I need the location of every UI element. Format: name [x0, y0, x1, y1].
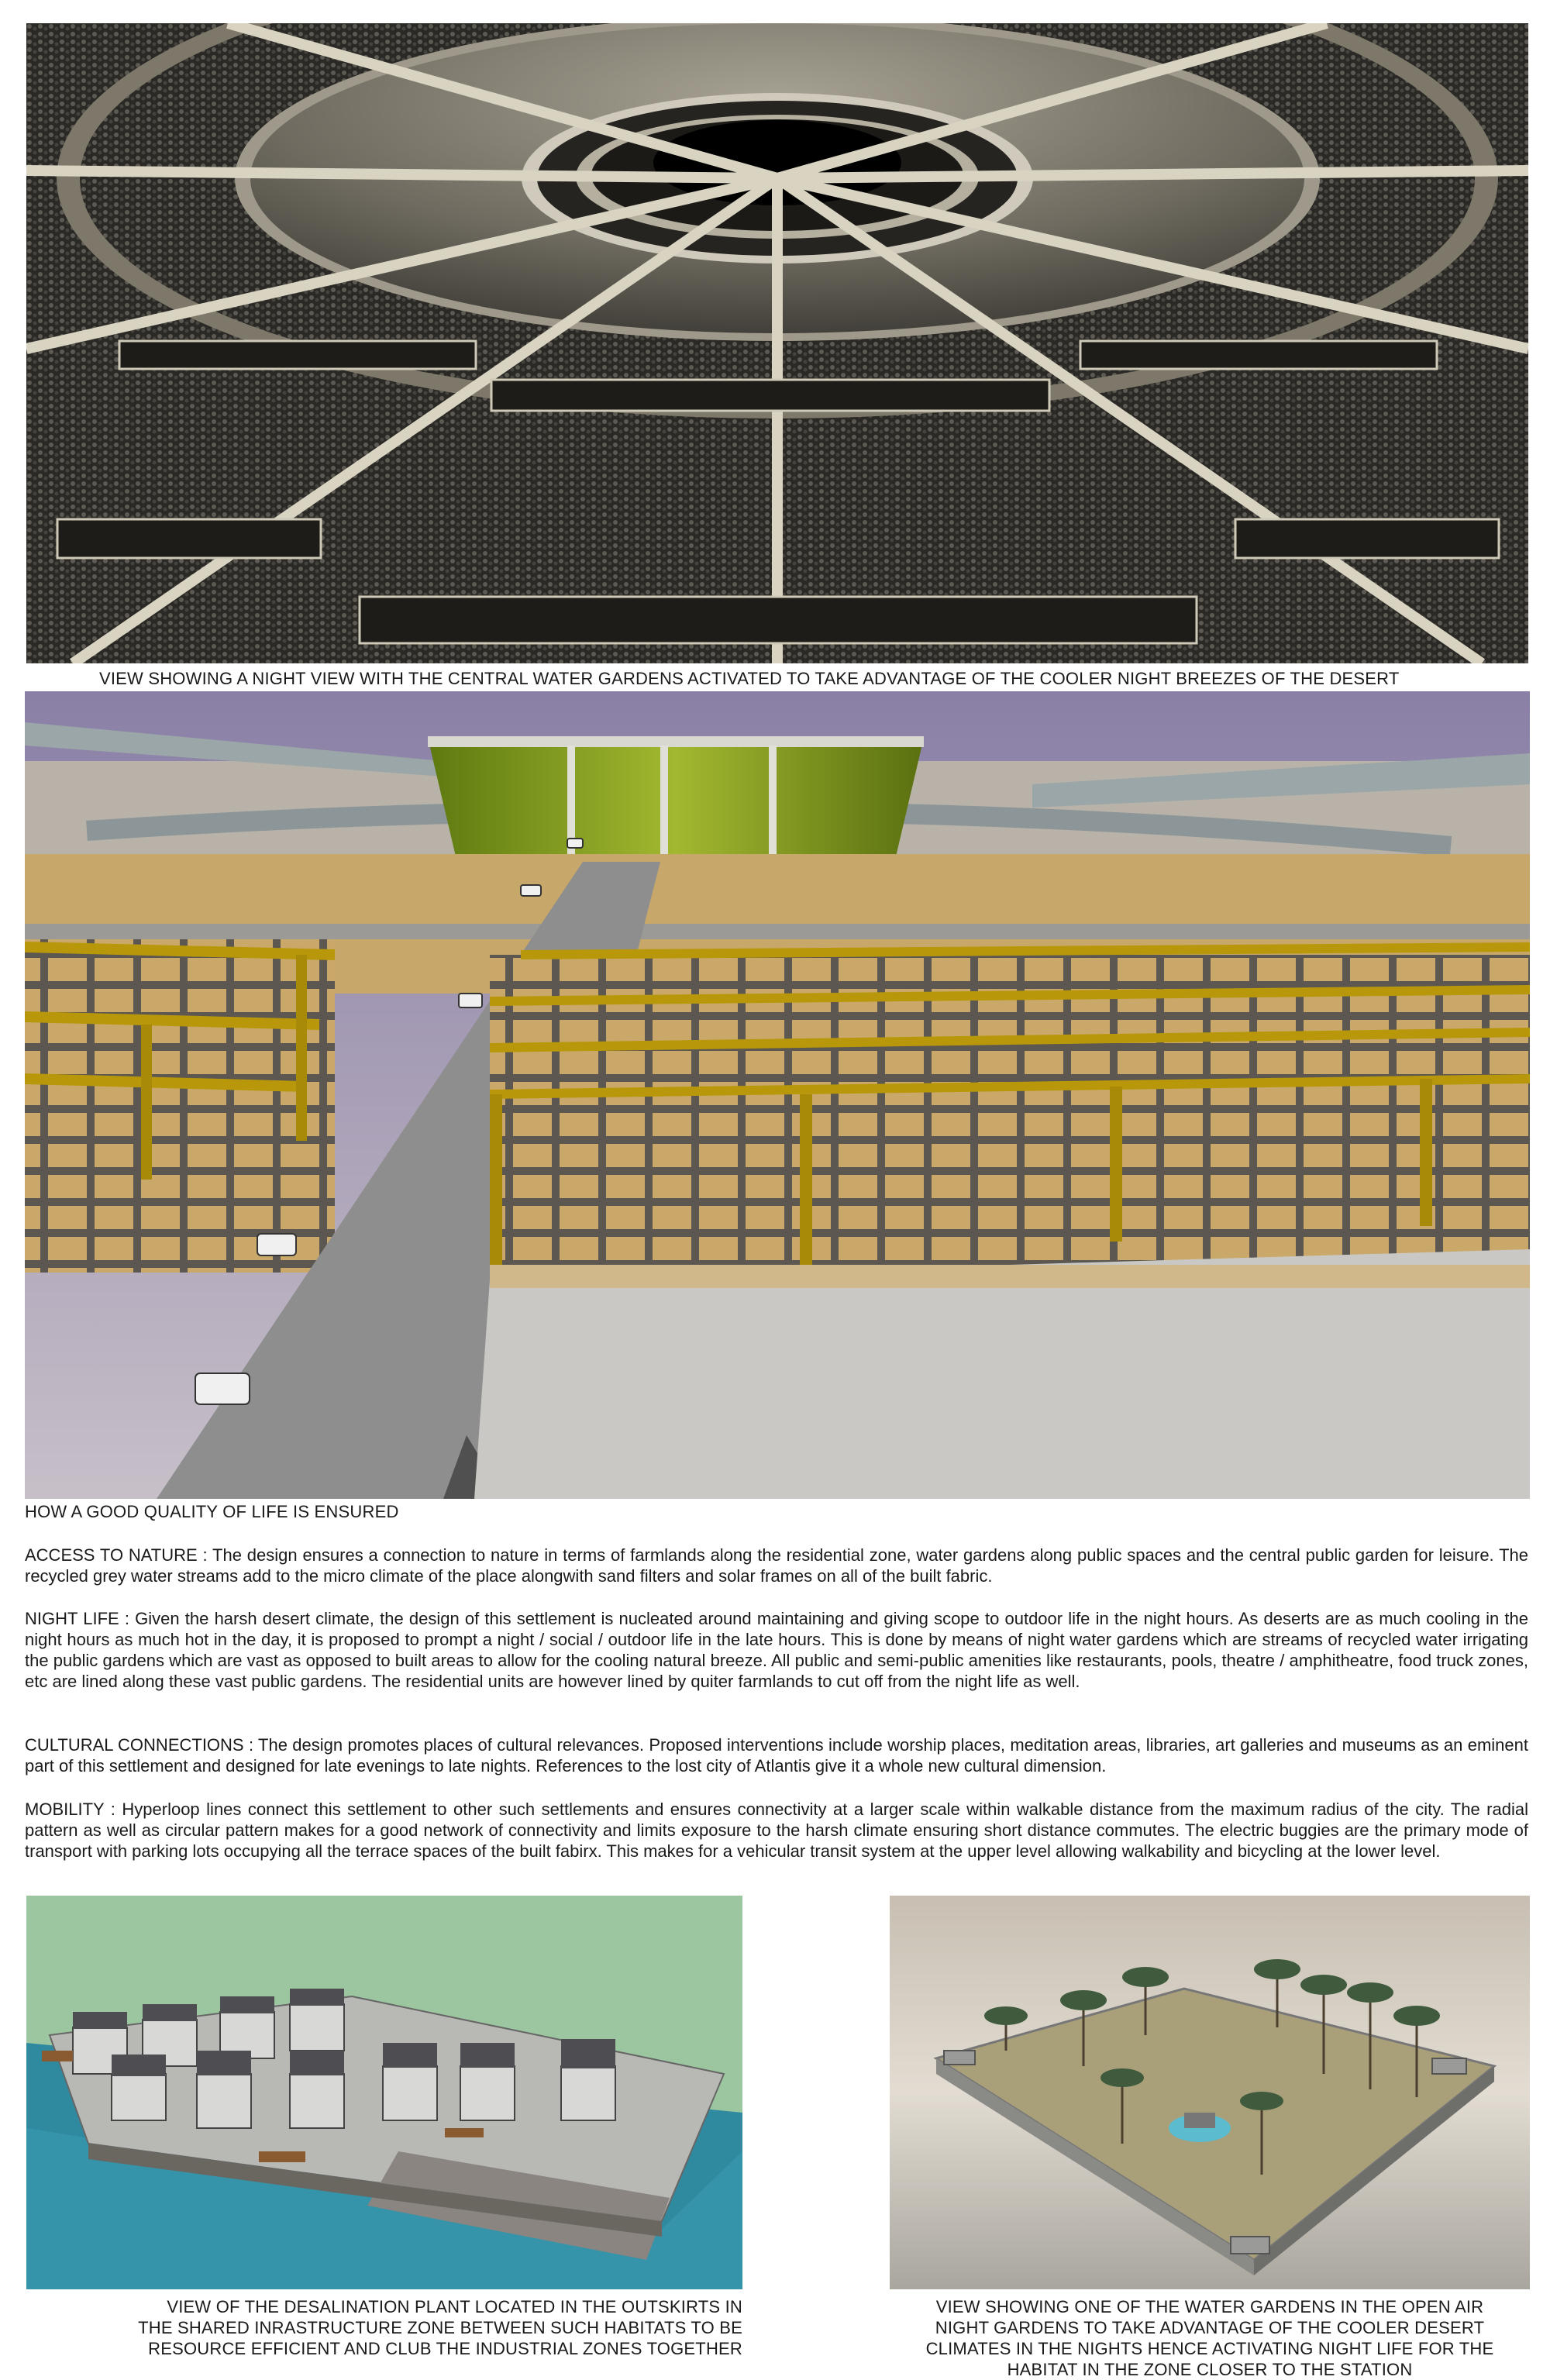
top-render-caption: VIEW SHOWING A NIGHT VIEW WITH THE CENTRAL WATER GARDENS ACTIVATED TO TAKE ADVANTAGE OF THE COOLER NIGHT BREEZES OF THE DESERT	[99, 669, 1400, 688]
water-garden-caption-line-3: CLIMATES IN THE NIGHTS HENCE ACTIVATING NIGHT LIFE FOR THE	[925, 2339, 1494, 2358]
section-heading: HOW A GOOD QUALITY OF LIFE IS ENSURED	[25, 1502, 399, 1521]
desalination-caption-line-3: RESOURCE EFFICIENT AND CLUB THE INDUSTRIAL ZONES TOGETHER	[148, 2339, 742, 2358]
desalination-plant-render	[26, 1896, 742, 2289]
desalination-caption-line-2: THE SHARED INRASTRUCTURE ZONE BETWEEN SUCH HABITATS TO BE	[138, 2318, 742, 2337]
pergola-street-render	[25, 691, 1530, 1499]
water-garden-render	[890, 1896, 1530, 2289]
paragraph-mobility: MOBILITY : Hyperloop lines connect this settlement to other such settlements and ensures connectivity at a larger scale within walkable distance from the maximum radius of the city. The radial pattern as well as circular pattern makes for a good network of connectivity and limits exposure to the harsh climate ensuring short distance commutes. The electric buggies are the primary mode of transport with parking lots occupying all the terrace spaces of the built fabirx. This makes for a vehicular transit system at the upper level allowing walkability and bicycling at the lower level.	[25, 1800, 1528, 1861]
night-view-render	[26, 23, 1528, 663]
paragraph-cultural-connections: CULTURAL CONNECTIONS : The design promotes places of cultural relevances. Proposed interventions include worship places, meditation areas, libraries, art galleries and museums as an eminent part of this settlement and designed for late evenings to late nights. References to the lost city of Atlantis give it a whole new cultural dimension.	[25, 1735, 1528, 1776]
water-garden-caption-line-4: HABITAT IN THE ZONE CLOSER TO THE STATION	[1007, 2360, 1413, 2379]
paragraph-night-life: NIGHT LIFE : Given the harsh desert climate, the design of this settlement is nucleated around maintaining and giving scope to outdoor life in the night hours. As deserts are as much cooling in the night hours as much hot in the day, it is proposed to prompt a night / social / outdoor life in the late hours. This is done by means of night water gardens which are streams of recycled water irrigating the public gardens which are vast as opposed to built areas to allow for the cooling natural breeze. All public and semi-public amenities like restaurants, pools, theatre / amphitheatre, food truck zones, etc are lined along these vast public gardens. The residential units are however lined by quiter farmlands to cut off from the night life as well.	[25, 1609, 1528, 1691]
desalination-caption	[26, 2296, 742, 2359]
water-garden-caption-line-1: VIEW SHOWING ONE OF THE WATER GARDENS IN THE OPEN AIR	[935, 2297, 1484, 2316]
desalination-caption-line-1: VIEW OF THE DESALINATION PLANT LOCATED IN THE OUTSKIRTS IN	[167, 2297, 742, 2316]
paragraph-access-to-nature: ACCESS TO NATURE : The design ensures a connection to nature in terms of farmlands along the residential zone, water gardens along public spaces and the central public garden for leisure. The recycled grey water streams add to the micro climate of the place alongwith sand filters and solar frames on all of the built fabric.	[25, 1545, 1528, 1586]
water-garden-caption-line-2: NIGHT GARDENS TO TAKE ADVANTAGE OF THE COOLER DESERT	[935, 2318, 1485, 2337]
water-garden-caption	[890, 2296, 1530, 2380]
